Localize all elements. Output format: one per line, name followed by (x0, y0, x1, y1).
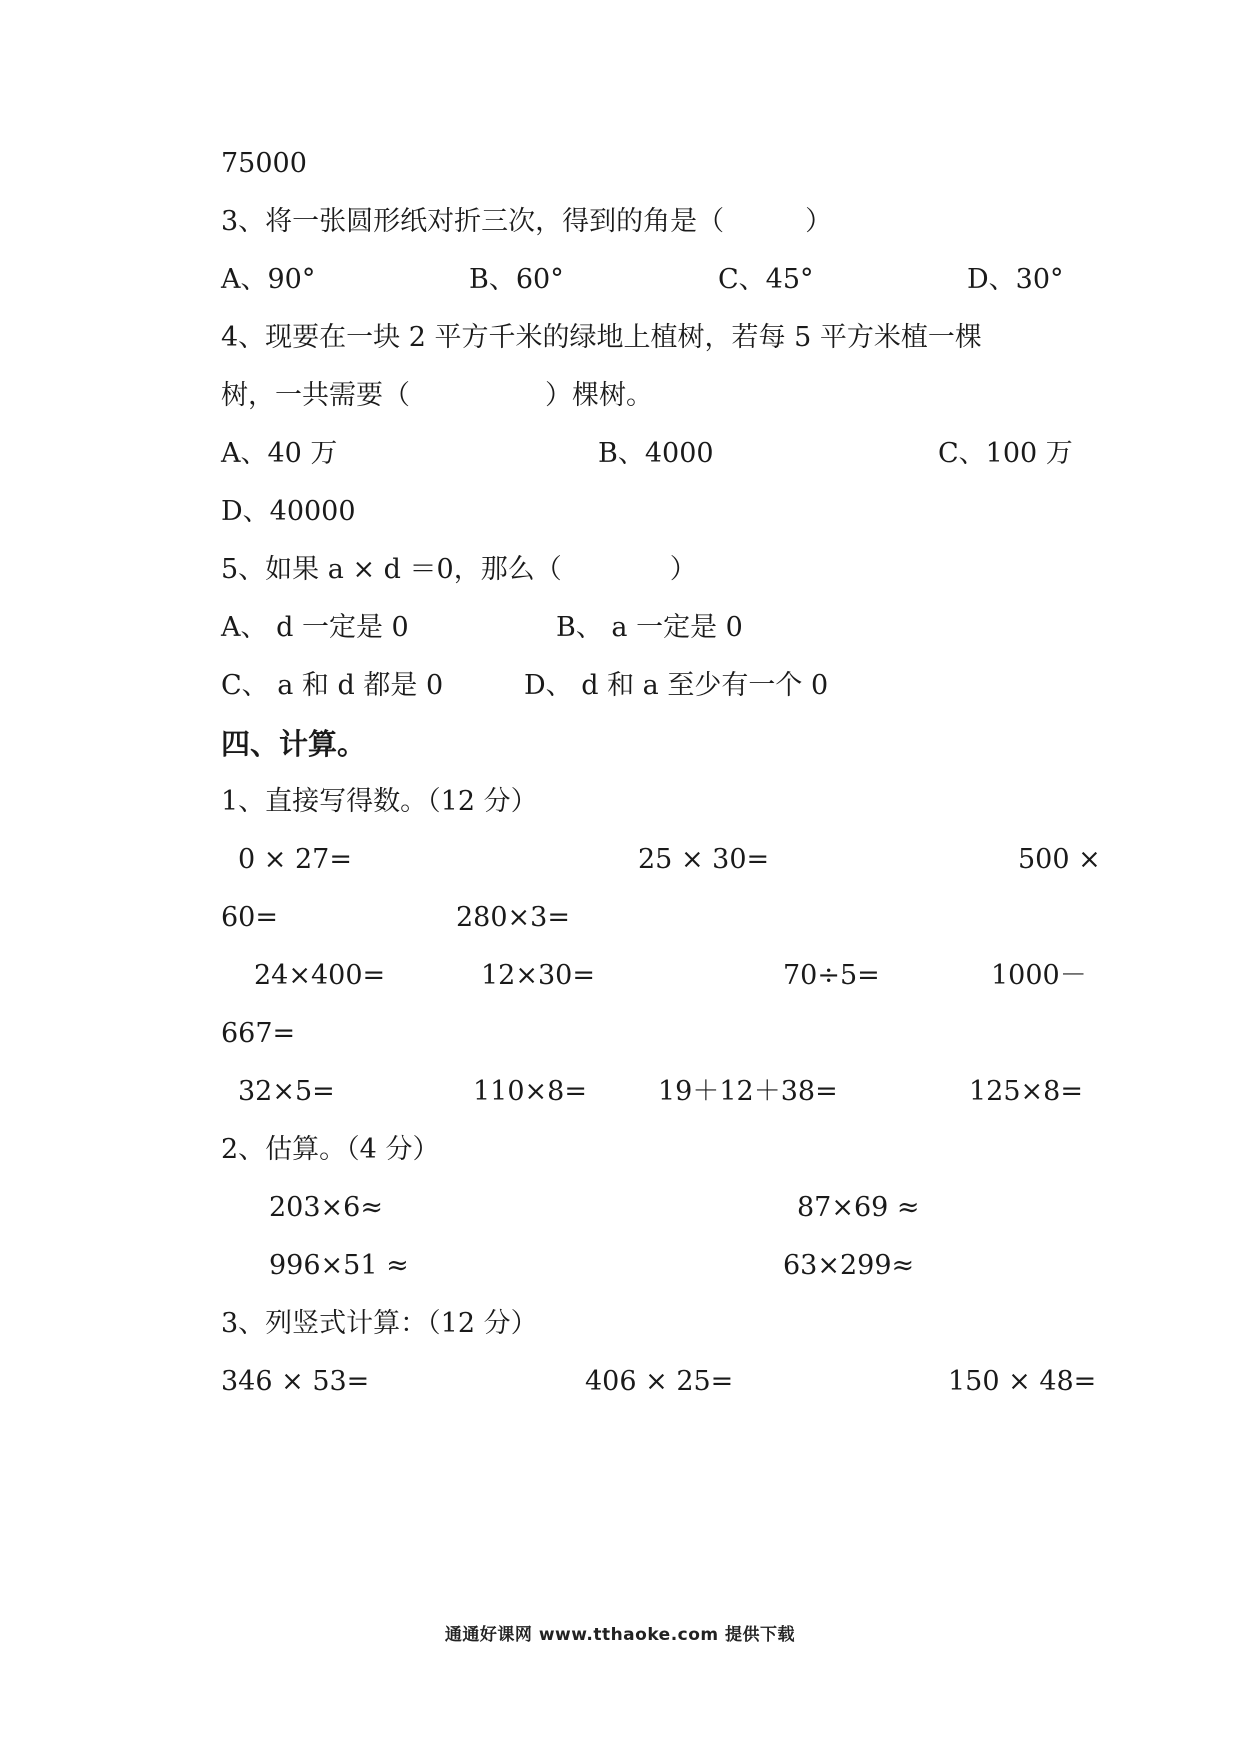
expression: 1000－ (991, 960, 1087, 991)
expression: 203×6≈ (269, 1192, 383, 1223)
option-c: C、 a 和 d 都是 0 (221, 670, 444, 701)
expression: 12×30= (481, 960, 595, 991)
option-c: C、100 万 (938, 438, 1073, 469)
expression: 60= (221, 902, 278, 933)
expression: 87×69 ≈ (797, 1192, 920, 1223)
expression: 32×5= (238, 1076, 335, 1107)
option-a: A、 d 一定是 0 (221, 612, 409, 643)
expression: 25 × 30= (638, 844, 770, 875)
option-a: A、90° (221, 264, 316, 295)
expression: 19＋12＋38= (658, 1076, 838, 1107)
option-b: B、4000 (598, 438, 714, 469)
question-5-stem: 5、如果 a × d ＝0，那么（ ） (221, 554, 697, 585)
option-b: B、 a 一定是 0 (556, 612, 743, 643)
expression: 150 × 48= (948, 1366, 1097, 1397)
subsection-title: 2、估算。（4 分） (221, 1134, 440, 1165)
expression: 0 × 27= (238, 844, 352, 875)
expression: 346 × 53= (221, 1366, 370, 1397)
expression: 996×51 ≈ (269, 1250, 409, 1281)
question-4-stem-line2: 树，一共需要（ ）棵树。 (221, 380, 653, 411)
option-c: C、45° (718, 264, 814, 295)
expression: 125×8= (969, 1076, 1083, 1107)
option-a: A、40 万 (221, 438, 338, 469)
expression: 667= (221, 1018, 296, 1049)
question-4-stem-line1: 4、现要在一块 2 平方千米的绿地上植树，若每 5 平方米植一棵 (221, 322, 982, 353)
subsection-title: 3、列竖式计算：（12 分） (221, 1308, 538, 1339)
expression: 110×8= (473, 1076, 587, 1107)
expression: 500 × (1018, 844, 1101, 875)
expression: 280×3= (456, 902, 570, 933)
option-b: B、60° (469, 264, 564, 295)
option-d: D、 d 和 a 至少有一个 0 (524, 670, 829, 701)
footer-source: 通通好课网 www.tthaoke.com 提供下载 (444, 1625, 796, 1645)
expression: 70÷5= (783, 960, 880, 991)
question-3-stem: 3、将一张圆形纸对折三次，得到的角是（ ） (221, 206, 833, 237)
option-d: D、40000 (221, 496, 356, 527)
leading-number: 75000 (221, 148, 307, 179)
expression: 406 × 25= (585, 1366, 734, 1397)
option-d: D、30° (967, 264, 1064, 295)
expression: 24×400= (254, 960, 386, 991)
section-title: 四、计算。 (221, 727, 367, 761)
subsection-title: 1、直接写得数。（12 分） (221, 786, 538, 817)
expression: 63×299≈ (783, 1250, 915, 1281)
